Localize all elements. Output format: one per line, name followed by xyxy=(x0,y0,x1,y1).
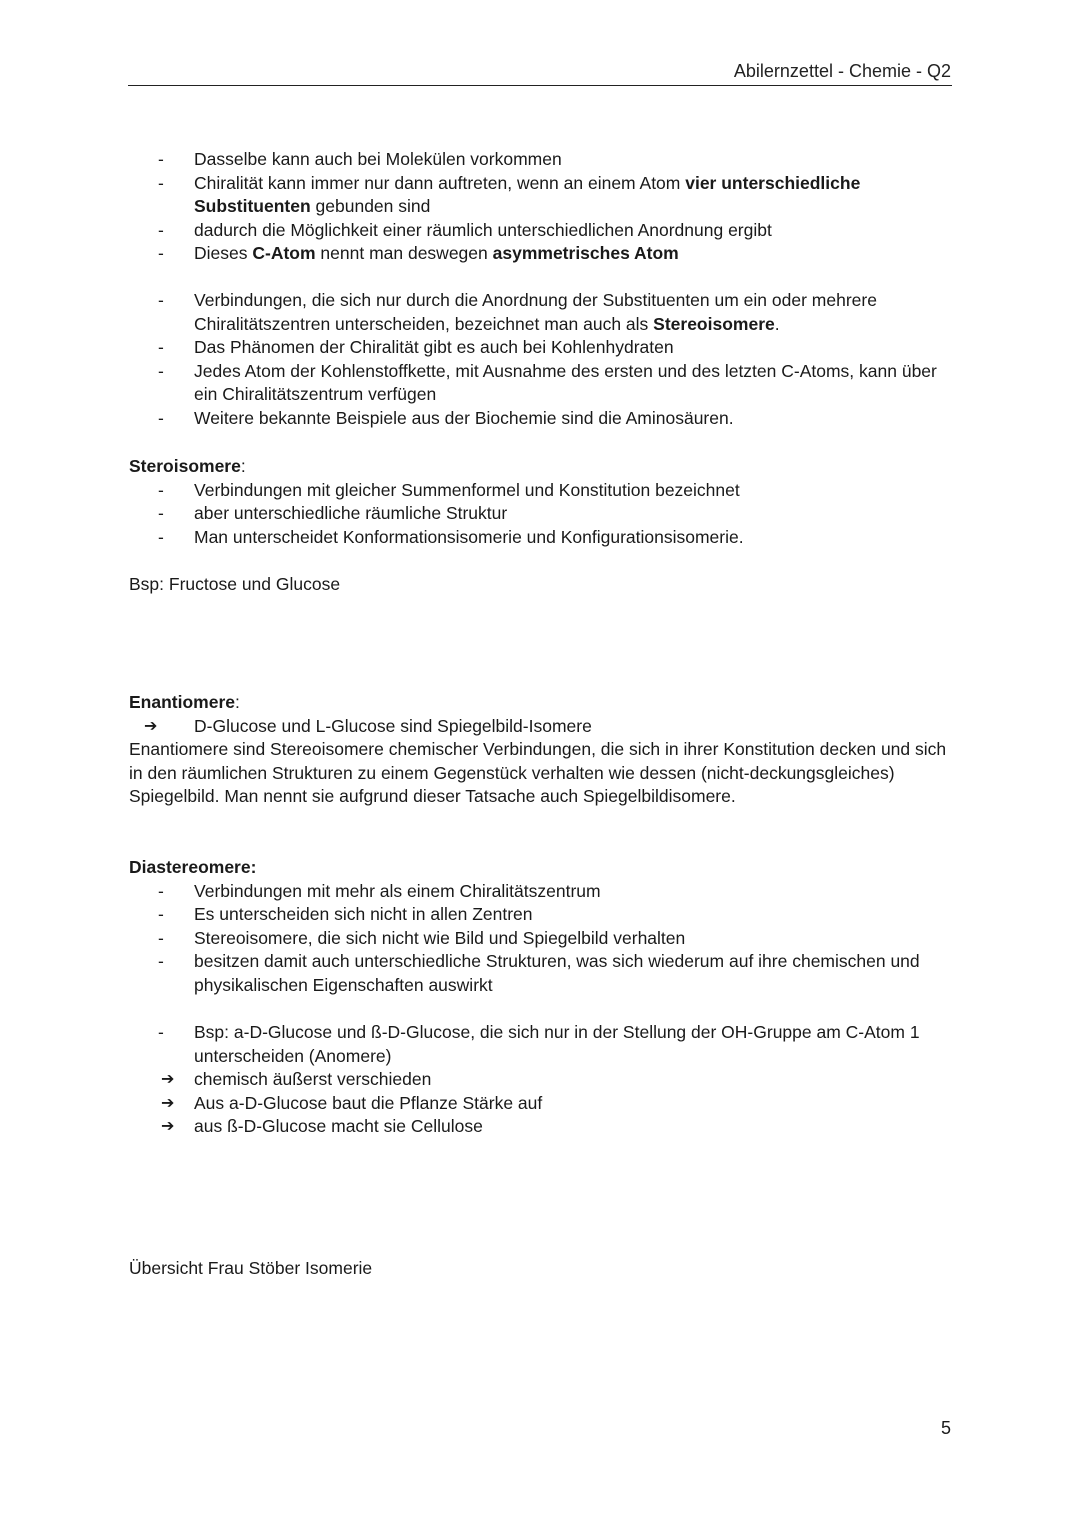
list-item-text: aus ß-D-Glucose macht sie Cellulose xyxy=(194,1116,483,1136)
dash-marker: - xyxy=(158,290,164,310)
list-item xyxy=(129,1021,954,1068)
section-heading: Diastereomere: xyxy=(129,857,257,877)
list-item-text: Chiralität kann immer nur dann auftreten, wenn an einem Atom xyxy=(194,172,686,193)
list-item-text: nennt man deswegen xyxy=(315,243,493,263)
list-item xyxy=(129,502,954,526)
list-item-text: besitzen damit auch unterschiedliche Strukturen, was sich wiederum auf ihre chemischen und physikalischen Eigenschaften auswirkt xyxy=(194,951,920,995)
list-item-text: Dieses xyxy=(194,243,253,263)
list-item-text: Verbindungen mit gleicher Summenformel und Konstitution bezeichnet xyxy=(194,479,740,500)
list-item-text: Jedes Atom der Kohlenstoffkette, mit Ausnahme des ersten und des letzten C-Atoms, kann über ein Chiralitätszentrum verfügen xyxy=(194,360,937,404)
dash-marker: - xyxy=(158,951,164,971)
steroisomere-example: Bsp: Fructose und Glucose xyxy=(129,574,341,594)
dash-marker: - xyxy=(158,526,164,547)
dash-marker: - xyxy=(158,360,164,381)
bold-term: C-Atom xyxy=(252,243,316,263)
bold-term: Stereoisomere xyxy=(653,313,775,334)
arrow-marker: ➔ xyxy=(161,1094,175,1112)
list-item xyxy=(129,407,954,431)
chirality-list-2 xyxy=(129,289,954,430)
dash-marker: - xyxy=(158,337,164,357)
section-heading: Enantiomere: xyxy=(129,692,240,712)
list-item xyxy=(129,148,954,172)
header-divider xyxy=(128,85,952,86)
arrow-marker: ➔ xyxy=(161,1118,175,1135)
list-item xyxy=(129,242,954,266)
list-item-text: aber unterschiedliche räumliche Struktur xyxy=(194,503,508,523)
list-item xyxy=(129,172,954,219)
diastereomere-example xyxy=(129,1021,954,1139)
list-item-text: Dasselbe kann auch bei Molekülen vorkommen xyxy=(194,149,562,169)
list-item-text: . xyxy=(774,313,780,334)
footer-note: Übersicht Frau Stöber Isomerie xyxy=(129,1258,373,1278)
diastereomere-section xyxy=(129,856,954,997)
enantiomere-paragraph: Enantiomere sind Stereoisomere chemischer Verbindungen, die sich in ihrer Konstitution decken und sich in den räumlichen Strukturen zu einem Gegenstück verhalten wie dessen (nicht-deckungsgleiches) Spiegelbild. Man nennt sie aufgrund dieser Tatsache auch Spiegelbildisomere. xyxy=(129,739,947,806)
dash-marker: - xyxy=(158,479,164,500)
arrow-marker: ➔ xyxy=(161,1071,175,1088)
list-item xyxy=(129,219,954,243)
list-item-text: Weitere bekannte Beispiele aus der Biochemie sind die Aminosäuren. xyxy=(194,407,734,428)
arrow-item-text: D-Glucose und L-Glucose sind Spiegelbild-Isomere xyxy=(194,715,592,736)
list-item xyxy=(129,336,954,360)
list-item xyxy=(129,903,954,927)
list-item xyxy=(129,880,954,904)
list-item xyxy=(129,360,954,407)
enantiomere-section xyxy=(129,691,954,809)
page-number: 5 xyxy=(940,1418,951,1438)
dash-marker: - xyxy=(158,219,164,240)
dash-marker: - xyxy=(158,904,164,924)
list-item-text: Verbindungen mit mehr als einem Chiralitätszentrum xyxy=(194,880,601,901)
list-item-text: Verbindungen, die sich nur durch die Anordnung der Substituenten um ein oder mehrere Chiralitätszentren unterscheiden, bezeichnet man auch als xyxy=(194,290,877,334)
list-item xyxy=(129,289,954,336)
list-item xyxy=(129,479,954,503)
arrow-item xyxy=(129,715,954,739)
arrow-marker: ➔ xyxy=(144,717,158,735)
dash-marker: - xyxy=(158,927,164,948)
list-item xyxy=(129,1068,954,1092)
list-item-text: Das Phänomen der Chiralität gibt es auch bei Kohlenhydraten xyxy=(194,337,674,357)
steroisomere-section xyxy=(129,455,954,549)
list-item xyxy=(129,950,954,997)
list-item-text: Es unterscheiden sich nicht in allen Zentren xyxy=(194,904,533,924)
dash-marker: - xyxy=(158,503,164,523)
dash-marker: - xyxy=(158,880,164,901)
section-heading: Steroisomere: xyxy=(129,456,246,476)
list-item-text: Bsp: a-D-Glucose und ß-D-Glucose, die sich nur in der Stellung der OH-Gruppe am C-Atom 1 unterscheiden (Anomere) xyxy=(194,1022,920,1066)
chirality-list-1 xyxy=(129,148,954,266)
list-item xyxy=(129,927,954,951)
dash-marker: - xyxy=(158,243,164,263)
document-header-title: Abilernzettel - Chemie - Q2 xyxy=(733,61,951,81)
list-item xyxy=(129,1092,954,1116)
bold-term: asymmetrisches Atom xyxy=(492,243,679,263)
list-item-text: dadurch die Möglichkeit einer räumlich unterschiedlichen Anordnung ergibt xyxy=(194,219,772,240)
dash-marker: - xyxy=(158,1022,164,1042)
bold-term: vier unterschiedliche Substituenten xyxy=(194,172,861,216)
dash-marker: - xyxy=(158,149,164,169)
list-item-text: Man unterscheidet Konformationsisomerie und Konfigurationsisomerie. xyxy=(194,526,744,547)
dash-marker: - xyxy=(158,407,164,428)
list-item-text: chemisch äußerst verschieden xyxy=(194,1069,432,1089)
list-item xyxy=(129,1115,954,1139)
list-item-text: Aus a-D-Glucose baut die Pflanze Stärke auf xyxy=(194,1092,543,1113)
list-item-text: Stereoisomere, die sich nicht wie Bild und Spiegelbild verhalten xyxy=(194,927,686,948)
list-item xyxy=(129,526,954,550)
dash-marker: - xyxy=(158,172,164,193)
list-item-text: gebunden sind xyxy=(310,196,431,216)
